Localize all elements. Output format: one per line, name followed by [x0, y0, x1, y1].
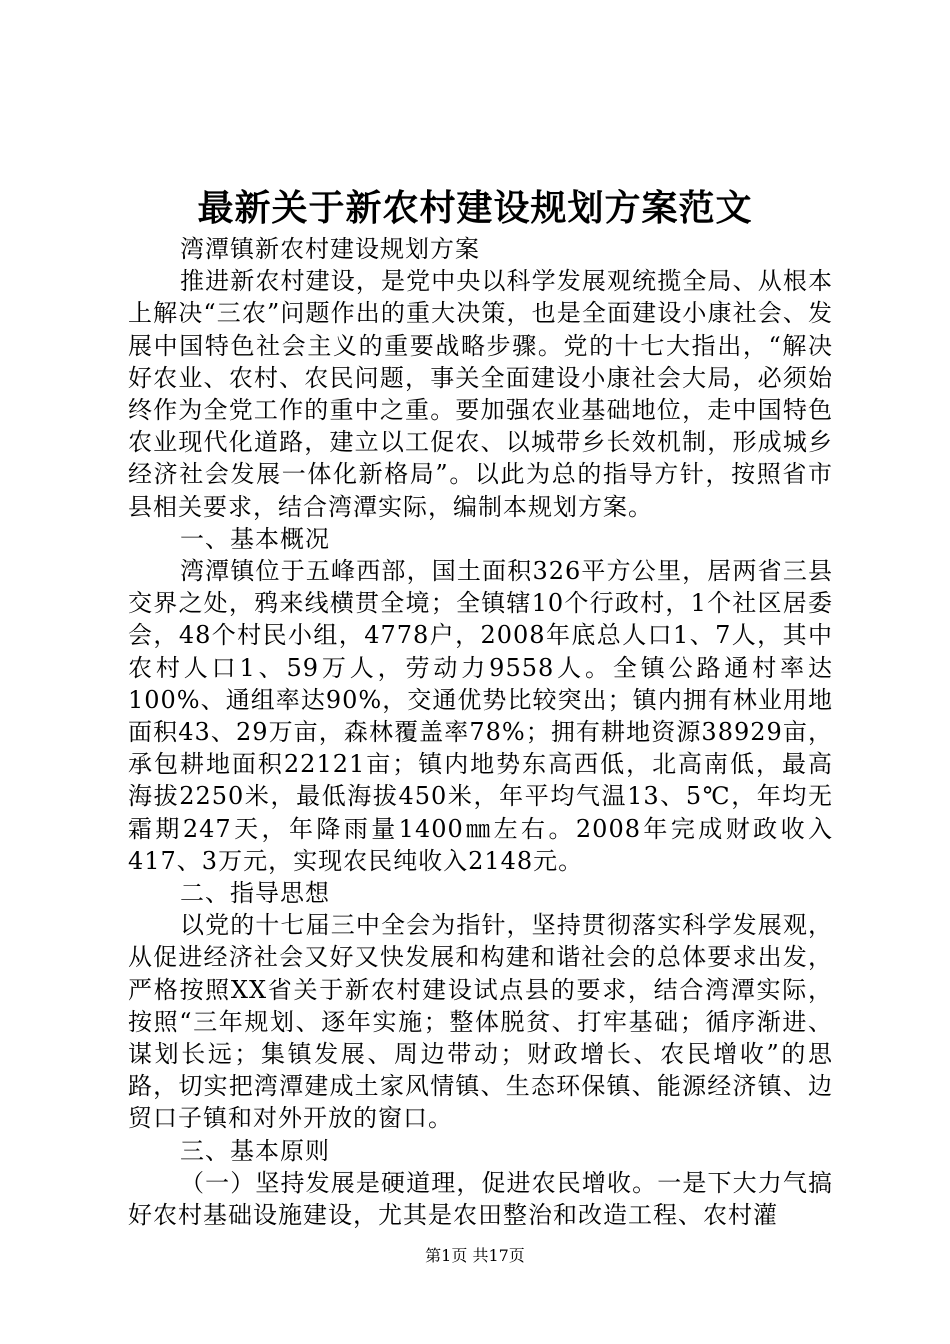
- section-heading: 一、基本概况: [180, 524, 330, 553]
- body-paragraph: （一）坚持发展是硬道理，促进农民增收。一是下大力气搞好农村基础设施建设，尤其是农田整治和改造工程、农村灌: [128, 1168, 833, 1230]
- document-title: 最新关于新农村建设规划方案范文: [197, 187, 753, 229]
- document-body: [128, 233, 833, 1231]
- section-heading: 二、指导思想: [180, 879, 330, 908]
- body-paragraph: 推进新农村建设，是党中央以科学发展观统揽全局、从根本上解决“三农”问题作出的重大决策，也是全面建设小康社会、发展中国特色社会主义的重要战略步骤。党的十七大指出，“解决好农业、农村、农民问题，事关全面建设小康社会大局，必须始终作为全党工作的重中之重。要加强农业基础地位，走中国特色农业现代化道路，建立以工促农、以城带乡长效机制，形成城乡经济社会发展一体化新格局”。以此为总的指导方针，按照省市县相关要求，结合湾潭实际，编制本规划方案。: [128, 267, 833, 521]
- section-heading: 三、基本原则: [180, 1136, 330, 1165]
- body-paragraph: 以党的十七届三中全会为指针，坚持贯彻落实科学发展观，从促进经济社会又好又快发展和构建和谐社会的总体要求出发，严格按照XX省关于新农村建设试点县的要求，结合湾潭实际，按照“三年规划、逐年实施；整体脱贫、打牢基础；循序渐进、谋划长远；集镇发展、周边带动；财政增长、农民增收”的思路，切实把湾潭建成土家风情镇、生态环保镇、能源经济镇、边贸口子镇和对外开放的窗口。: [128, 911, 833, 1133]
- plan-subtitle: 湾潭镇新农村建设规划方案: [180, 235, 480, 263]
- page-number: 第1页 共17页: [425, 1246, 525, 1265]
- body-paragraph: 湾潭镇位于五峰西部，国土面积326平方公里，居两省三县交界之处，鸦来线横贯全境；全镇辖10个行政村，1个社区居委会，48个村民小组，4778户，2008年底总人口1、7人，其中农村人口1、59万人，劳动力9558人。全镇公路通村率达100%、通组率达90%，交通优势比较突出；镇内拥有林业用地面积43、29万亩，森林覆盖率78%；拥有耕地资源38929亩，承包耕地面积22121亩；镇内地势东高西低，北高南低，最高海拔2250米，最低海拔450米，年平均气温13、5℃，年均无霜期247天，年降雨量1400㎜左右。2008年完成财政收入417、3万元，实现农民纯收入2148元。: [128, 557, 833, 875]
